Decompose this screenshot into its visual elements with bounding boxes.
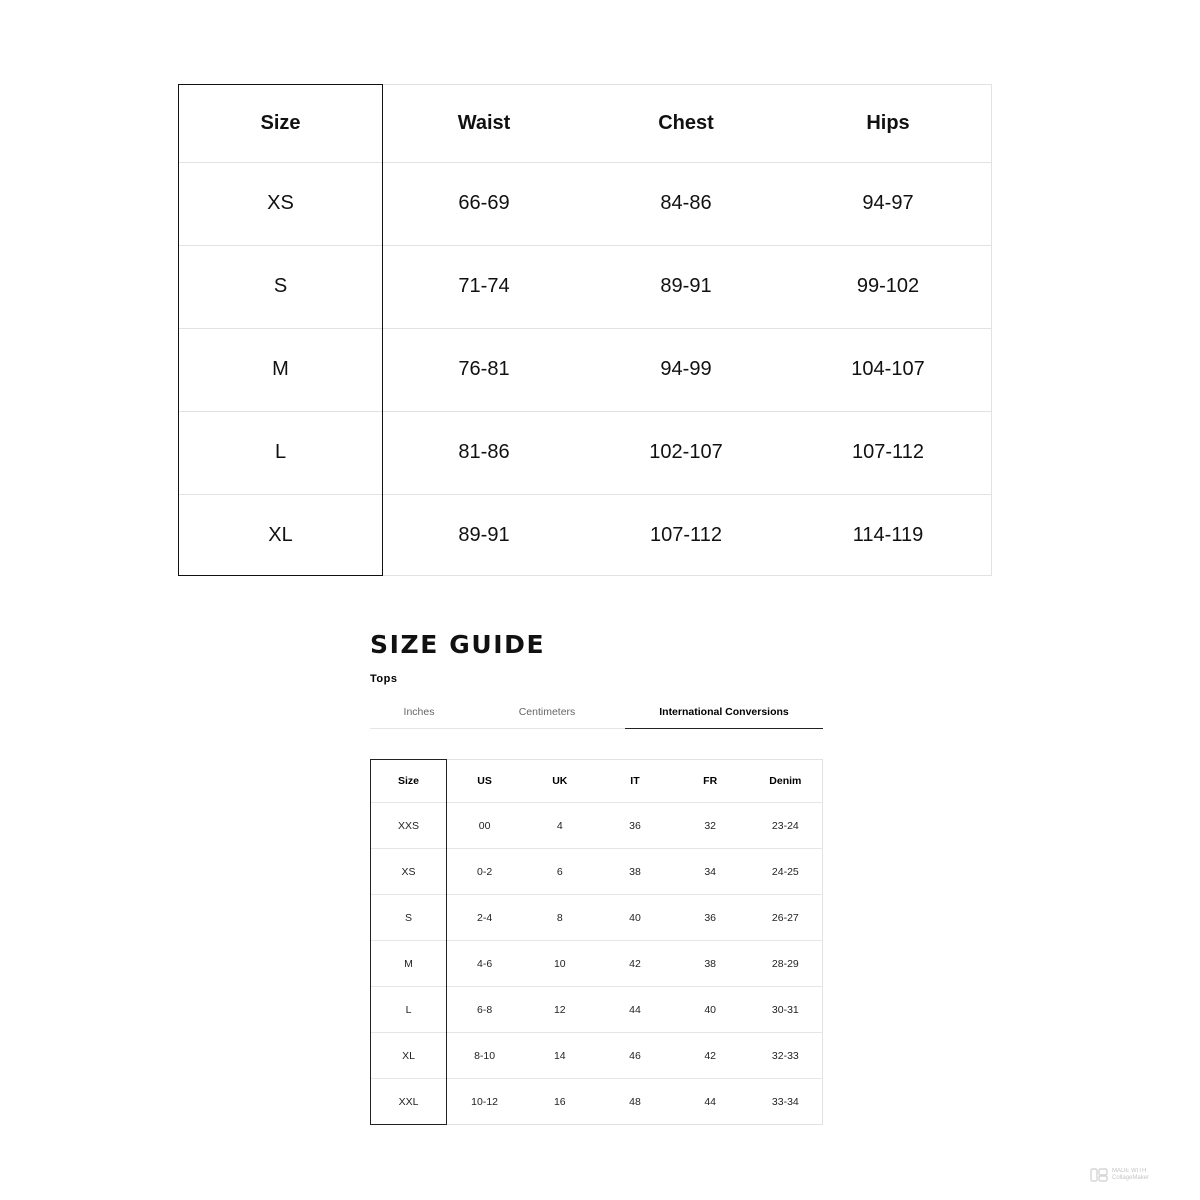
hips-cell: 94-97 <box>862 192 914 214</box>
denim-cell: 32-33 <box>771 1049 799 1062</box>
size-column-highlight <box>370 759 447 1125</box>
denim-cell: 23-24 <box>771 819 799 832</box>
header-us: US <box>477 774 492 787</box>
size-cell: M <box>272 358 289 380</box>
header-chest: Chest <box>658 111 714 134</box>
tab-inches[interactable]: Inches <box>403 706 435 718</box>
denim-cell: 28-29 <box>771 957 799 970</box>
waist-cell: 71-74 <box>458 275 510 297</box>
hips-cell: 107-112 <box>852 441 924 463</box>
header-it: IT <box>630 774 640 787</box>
header-denim: Denim <box>769 774 802 787</box>
us-cell: 00 <box>478 819 491 832</box>
chest-cell: 94-99 <box>660 358 712 380</box>
tab-centimeters[interactable]: Centimeters <box>518 706 576 718</box>
us-cell: 6-8 <box>477 1003 493 1016</box>
conversion-table <box>370 759 823 1125</box>
denim-cell: 33-34 <box>771 1096 799 1108</box>
denim-cell: 24-25 <box>771 865 799 878</box>
chest-cell: 102-107 <box>649 441 723 463</box>
size-cell: XL <box>402 1049 415 1062</box>
fr-cell: 34 <box>704 865 716 878</box>
uk-cell: 4 <box>556 819 563 832</box>
watermark <box>1090 1166 1149 1184</box>
uk-cell: 10 <box>553 957 566 970</box>
us-cell: 0-2 <box>477 865 493 878</box>
category-label: Tops <box>370 673 398 685</box>
size-cell: XL <box>268 523 293 546</box>
it-cell: 40 <box>629 911 641 924</box>
size-cell: XS <box>267 192 294 214</box>
it-cell: 46 <box>629 1049 641 1062</box>
waist-cell: 76-81 <box>458 358 510 380</box>
tab-international-conversions[interactable]: International Conversions <box>625 695 823 729</box>
us-cell: 4-6 <box>477 957 493 970</box>
waist-cell: 81-86 <box>458 441 510 463</box>
denim-cell: 26-27 <box>771 911 799 924</box>
hips-cell: 104-107 <box>851 358 925 380</box>
fr-cell: 38 <box>704 957 716 970</box>
measurement-table <box>178 84 992 576</box>
fr-cell: 40 <box>704 1003 716 1016</box>
us-cell: 2-4 <box>477 911 493 924</box>
uk-cell: 16 <box>553 1096 566 1108</box>
denim-cell: 30-31 <box>771 1003 799 1016</box>
collage-maker-logo-icon <box>1090 1166 1108 1184</box>
uk-cell: 12 <box>553 1003 566 1016</box>
waist-cell: 66-69 <box>458 192 510 214</box>
size-cell: XXL <box>398 1096 419 1108</box>
unit-tabs <box>370 695 823 729</box>
us-cell: 10-12 <box>471 1096 499 1108</box>
hips-cell: 99-102 <box>856 275 920 297</box>
it-cell: 38 <box>629 865 641 878</box>
header-fr: FR <box>703 774 718 787</box>
waist-cell: 89-91 <box>458 523 510 546</box>
size-cell: S <box>273 275 288 297</box>
header-hips: Hips <box>866 111 910 134</box>
uk-cell: 8 <box>556 911 563 924</box>
watermark-line1: MADE WITH <box>1112 1168 1147 1174</box>
fr-cell: 42 <box>704 1049 716 1062</box>
chest-cell: 84-86 <box>660 192 712 214</box>
it-cell: 42 <box>629 957 641 970</box>
header-uk: UK <box>552 774 568 787</box>
size-cell: XS <box>401 865 416 878</box>
size-guide-title: SIZE GUIDE <box>370 630 546 659</box>
fr-cell: 32 <box>704 819 716 832</box>
size-column-highlight <box>178 84 383 576</box>
it-cell: 48 <box>629 1096 641 1108</box>
header-size: Size <box>260 111 301 134</box>
size-cell: L <box>405 1003 412 1016</box>
it-cell: 44 <box>629 1003 641 1016</box>
watermark-line2: CollageMaker <box>1112 1175 1150 1181</box>
size-cell: L <box>274 441 287 463</box>
size-cell: M <box>404 957 413 970</box>
it-cell: 36 <box>629 819 641 832</box>
fr-cell: 36 <box>704 911 716 924</box>
fr-cell: 44 <box>704 1096 716 1108</box>
chest-cell: 107-112 <box>650 523 722 546</box>
size-cell: XXS <box>397 819 419 832</box>
us-cell: 8-10 <box>474 1049 496 1062</box>
chest-cell: 89-91 <box>660 275 712 297</box>
size-cell: S <box>404 911 412 924</box>
hips-cell: 114-119 <box>852 523 924 546</box>
header-size: Size <box>397 774 419 787</box>
uk-cell: 14 <box>553 1049 566 1062</box>
uk-cell: 6 <box>556 865 563 878</box>
header-waist: Waist <box>457 111 511 134</box>
